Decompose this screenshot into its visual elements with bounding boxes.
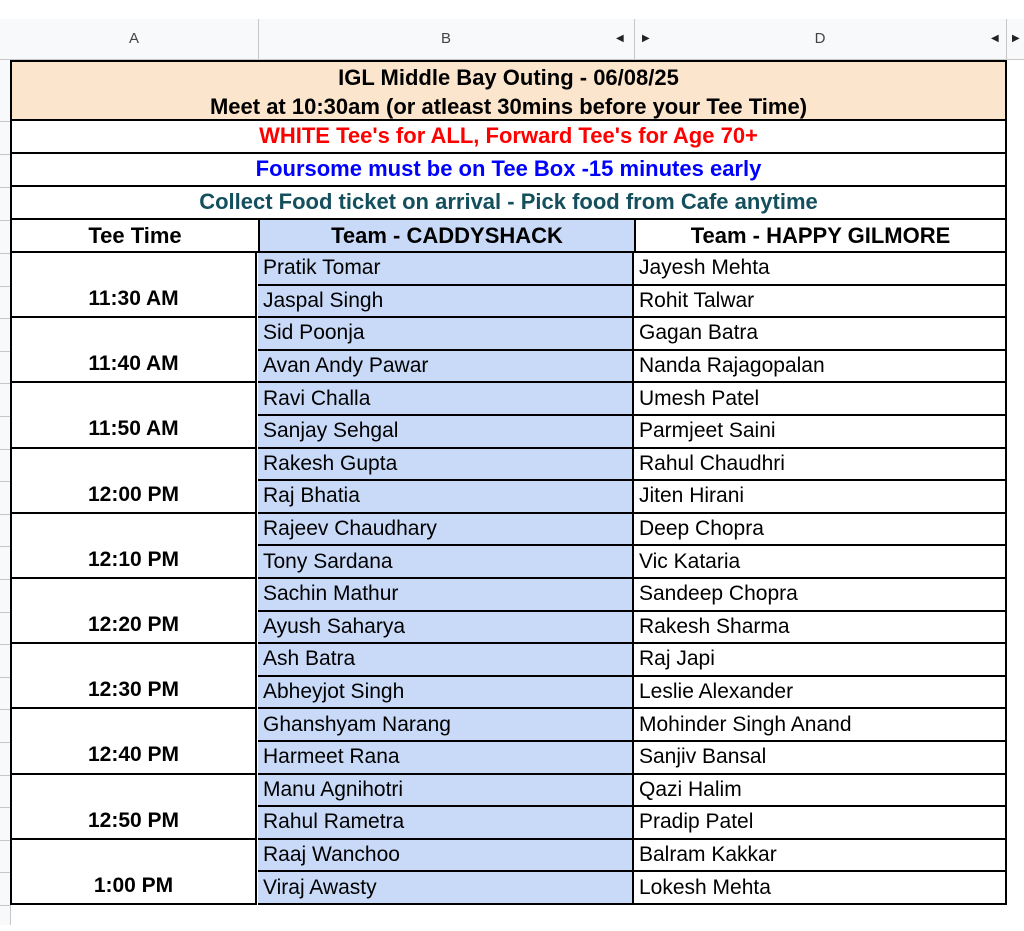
player-caddyshack[interactable]: Sachin Mathur [258,579,634,612]
row-divider [0,709,10,710]
row-divider [0,154,10,155]
row-divider [0,579,10,580]
player-caddyshack[interactable]: Raaj Wanchoo [258,840,634,873]
player-caddyshack[interactable]: Rajeev Chaudhary [258,514,634,547]
header-team-happy-gilmore[interactable]: Team - HAPPY GILMORE [690,223,951,248]
row-divider [0,840,10,841]
player-happy-gilmore[interactable]: Balram Kakkar [634,840,1007,873]
row-divider [0,187,10,188]
notice-tee-color[interactable] [10,121,1007,154]
player-happy-gilmore[interactable]: Qazi Halim [634,775,1007,808]
column-header-bar [0,19,1024,60]
player-happy-gilmore[interactable]: Rakesh Sharma [634,612,1007,645]
player-happy-gilmore[interactable]: Mohinder Singh Anand [634,709,1007,742]
notice-tee-box[interactable] [10,154,1007,187]
player-happy-gilmore[interactable]: Nanda Rajagopalan [634,351,1007,384]
notice-food[interactable] [10,187,1007,220]
player-caddyshack[interactable]: Sanjay Sehgal [258,416,634,449]
tee-time-sheet [10,60,1007,910]
player-happy-gilmore[interactable]: Sandeep Chopra [634,579,1007,612]
row-divider [0,351,10,352]
player-happy-gilmore[interactable]: Gagan Batra [634,318,1007,351]
tee-time-cell[interactable]: 12:20 PM [10,579,257,644]
banner-title: IGL Middle Bay Outing - 06/08/25 [338,65,679,90]
row-divider [0,677,10,678]
row-divider [0,481,10,482]
row-divider [0,220,10,221]
player-happy-gilmore[interactable]: Sanjiv Bansal [634,742,1007,775]
top-strip [0,0,1024,19]
notice-text: Collect Food ticket on arrival - Pick food from Cafe anytime [199,189,818,214]
row-divider [0,612,10,613]
player-caddyshack[interactable]: Sid Poonja [258,318,634,351]
player-caddyshack[interactable]: Ayush Saharya [258,612,634,645]
column-header-a[interactable]: A [10,19,259,59]
scroll-left-icon[interactable]: ◀ [991,33,999,44]
header-tee-time[interactable]: Tee Time [12,220,260,251]
player-happy-gilmore[interactable]: Raj Japi [634,644,1007,677]
player-caddyshack[interactable]: Manu Agnihotri [258,775,634,808]
row-divider [0,905,10,906]
notice-text: Foursome must be on Tee Box -15 minutes early [255,156,762,181]
tee-time-cell[interactable]: 12:30 PM [10,644,257,709]
player-happy-gilmore[interactable]: Rohit Talwar [634,286,1007,319]
row-divider [0,807,10,808]
banner[interactable] [10,60,1007,121]
player-caddyshack[interactable]: Ravi Challa [258,383,634,416]
tee-time-cell[interactable]: 11:50 AM [10,383,257,448]
player-happy-gilmore[interactable]: Parmjeet Saini [634,416,1007,449]
player-happy-gilmore[interactable]: Umesh Patel [634,383,1007,416]
row-divider [0,644,10,645]
player-happy-gilmore[interactable]: Jiten Hirani [634,481,1007,514]
scroll-left-icon[interactable]: ◀ [616,33,624,44]
player-caddyshack[interactable]: Ghanshyam Narang [258,709,634,742]
player-caddyshack[interactable]: Jaspal Singh [258,286,634,319]
tee-time-cell[interactable]: 12:40 PM [10,709,257,774]
player-happy-gilmore[interactable]: Lokesh Mehta [634,872,1007,905]
banner-subtitle: Meet at 10:30am (or atleast 30mins before your Tee Time) [209,94,808,119]
scroll-right-icon[interactable]: ▶ [1012,33,1020,44]
row-divider [0,514,10,515]
header-row [10,220,1007,253]
row-divider [0,742,10,743]
player-caddyshack[interactable]: Rahul Rametra [258,807,634,840]
row-divider [0,546,10,547]
tee-time-cell[interactable]: 12:10 PM [10,514,257,579]
scroll-right-icon[interactable]: ▶ [642,33,650,44]
row-divider [0,318,10,319]
tee-time-cell[interactable]: 1:00 PM [10,840,257,905]
player-happy-gilmore[interactable]: Vic Kataria [634,546,1007,579]
player-caddyshack[interactable]: Raj Bhatia [258,481,634,514]
row-divider [0,416,10,417]
player-caddyshack[interactable]: Pratik Tomar [258,253,634,286]
tee-time-cell[interactable]: 12:50 PM [10,775,257,840]
notice-text: WHITE Tee's for ALL, Forward Tee's for Age 70+ [259,123,758,148]
row-divider [0,383,10,384]
player-happy-gilmore[interactable]: Pradip Patel [634,807,1007,840]
player-happy-gilmore[interactable]: Rahul Chaudhri [634,449,1007,482]
player-caddyshack[interactable]: Abheyjot Singh [258,677,634,710]
row-divider [0,449,10,450]
player-caddyshack[interactable]: Ash Batra [258,644,634,677]
player-caddyshack[interactable]: Harmeet Rana [258,742,634,775]
row-divider [0,775,10,776]
tee-time-cell[interactable]: 11:30 AM [10,253,257,318]
player-happy-gilmore[interactable]: Leslie Alexander [634,677,1007,710]
player-caddyshack[interactable]: Viraj Awasty [258,872,634,905]
column-header-d[interactable]: D [634,19,1007,59]
header-team-caddyshack[interactable]: Team - CADDYSHACK [260,220,636,251]
row-divider [0,286,10,287]
tee-time-cell[interactable]: 12:00 PM [10,449,257,514]
player-caddyshack[interactable]: Avan Andy Pawar [258,351,634,384]
row-divider [0,121,10,122]
player-caddyshack[interactable]: Rakesh Gupta [258,449,634,482]
column-header-b[interactable]: B [258,19,635,59]
row-divider [0,253,10,254]
row-divider [0,872,10,873]
player-happy-gilmore[interactable]: Jayesh Mehta [634,253,1007,286]
player-happy-gilmore[interactable]: Deep Chopra [634,514,1007,547]
player-caddyshack[interactable]: Tony Sardana [258,546,634,579]
tee-time-cell[interactable]: 11:40 AM [10,318,257,383]
